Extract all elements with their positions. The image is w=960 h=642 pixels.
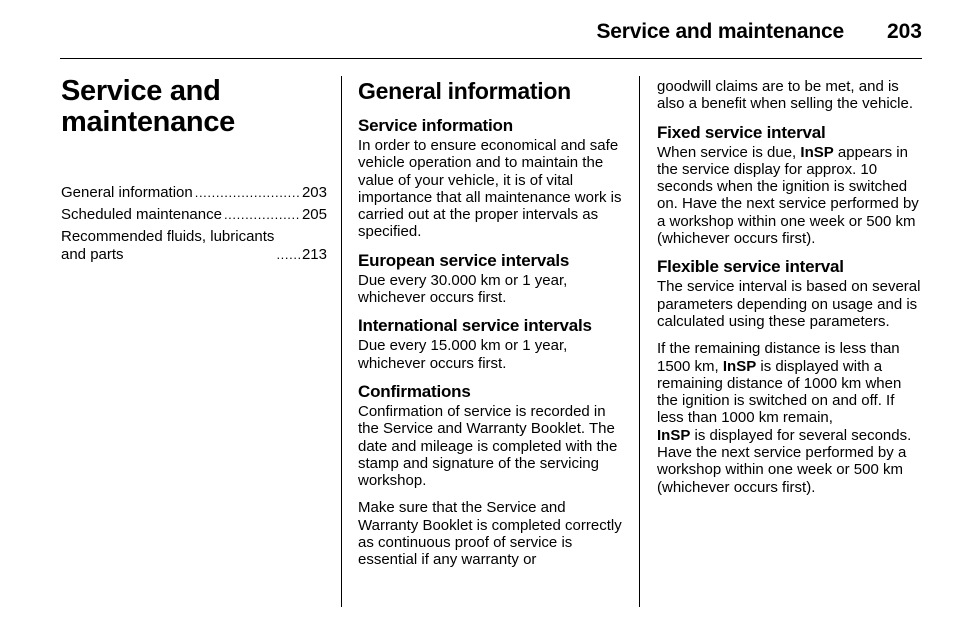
subsection-title-fixed-interval: Fixed service interval [657,122,826,142]
toc-entry-recommended-fluids[interactable] [61,228,327,264]
subsection-title-flexible-interval: Flexible service interval [657,257,844,277]
paragraph-text: If the remaining distance is less than 1500 km, [657,340,900,375]
table-of-contents [61,184,327,264]
paragraph [657,144,923,248]
toc-entry-label: Recommended fluids, lubricants and parts [61,228,275,263]
toc-entry-label: General information [61,184,193,201]
toc-leader-dots [224,206,300,224]
paragraph [657,340,923,496]
chapter-title: Service and maintenance [61,75,235,138]
subsection-title-international-intervals: International service intervals [358,316,592,336]
paragraph-text: goodwill claims are to be met, and is also a benefit when selling the vehicle. [657,78,913,113]
toc-leader-dots [195,184,300,202]
content-column-2 [657,78,923,506]
chapter-column [61,72,327,268]
page-header [60,14,922,58]
subsection-title-confirmations: Confirmations [358,381,471,401]
header-divider [60,58,922,59]
paragraph-text: is displayed with a remaining distance of 1000 km when the ignition is switched on and off. If less than 1000 km remain, [657,357,902,427]
paragraph-text: is displayed for several seconds. Have the next service performed by a workshop within one week or 500 km (whichever occurs first). [657,426,912,496]
paragraph-text: When service is due, [657,143,801,161]
paragraph: Confirmation of service is recorded in the Service and Warranty Booklet. The date and mileage is completed with the stamp and signature of the servicing workshop. [358,402,618,490]
toc-entry-page: 205 [301,206,327,223]
paragraph-continued [358,499,624,568]
paragraph: Due every 15.000 km or 1 year, whichever occurs first. [358,337,568,372]
running-header-title: Service and maintenance [596,20,844,43]
page-number: 203 [886,20,922,43]
display-code: InSP [800,143,834,161]
paragraph-continuation [657,78,923,113]
toc-entry-page: 203 [301,184,327,201]
section-title: General information [358,78,571,104]
display-code: InSP [722,357,757,375]
paragraph-text: Make sure that the Service and Warranty Booklet is completed correctly as continuous proof of service is essential if any warranty or [358,499,622,569]
column-divider-1 [341,76,342,607]
subsection-title-service-information: Service information [358,116,513,135]
subsection-title-european-intervals: European service intervals [358,250,570,270]
paragraph: The service interval is based on several parameters depending on usage and is calculated using these parameters. [657,278,921,330]
toc-entry-page: 213 [301,246,327,263]
toc-entry-scheduled-maintenance[interactable] [61,206,327,224]
display-code: InSP [657,426,691,444]
toc-leader-dots [276,246,300,264]
toc-entry-label: Scheduled maintenance [61,206,222,223]
content-column-1 [358,72,624,579]
column-divider-2 [639,76,640,607]
paragraph: Due every 30.000 km or 1 year, whichever occurs first. [358,271,568,307]
toc-entry-general-information[interactable] [61,184,327,202]
paragraph: In order to ensure economical and safe vehicle operation and to maintain the value of your vehicle, it is of vital importance that all maintenance work is carried out at the proper intervals as specified. [358,137,622,241]
paragraph-text: appears in the service display for approx. 10 seconds when the ignition is switched on. Have the next service performed by a workshop within one week or 500 km (whichever occurs first). [657,143,919,248]
